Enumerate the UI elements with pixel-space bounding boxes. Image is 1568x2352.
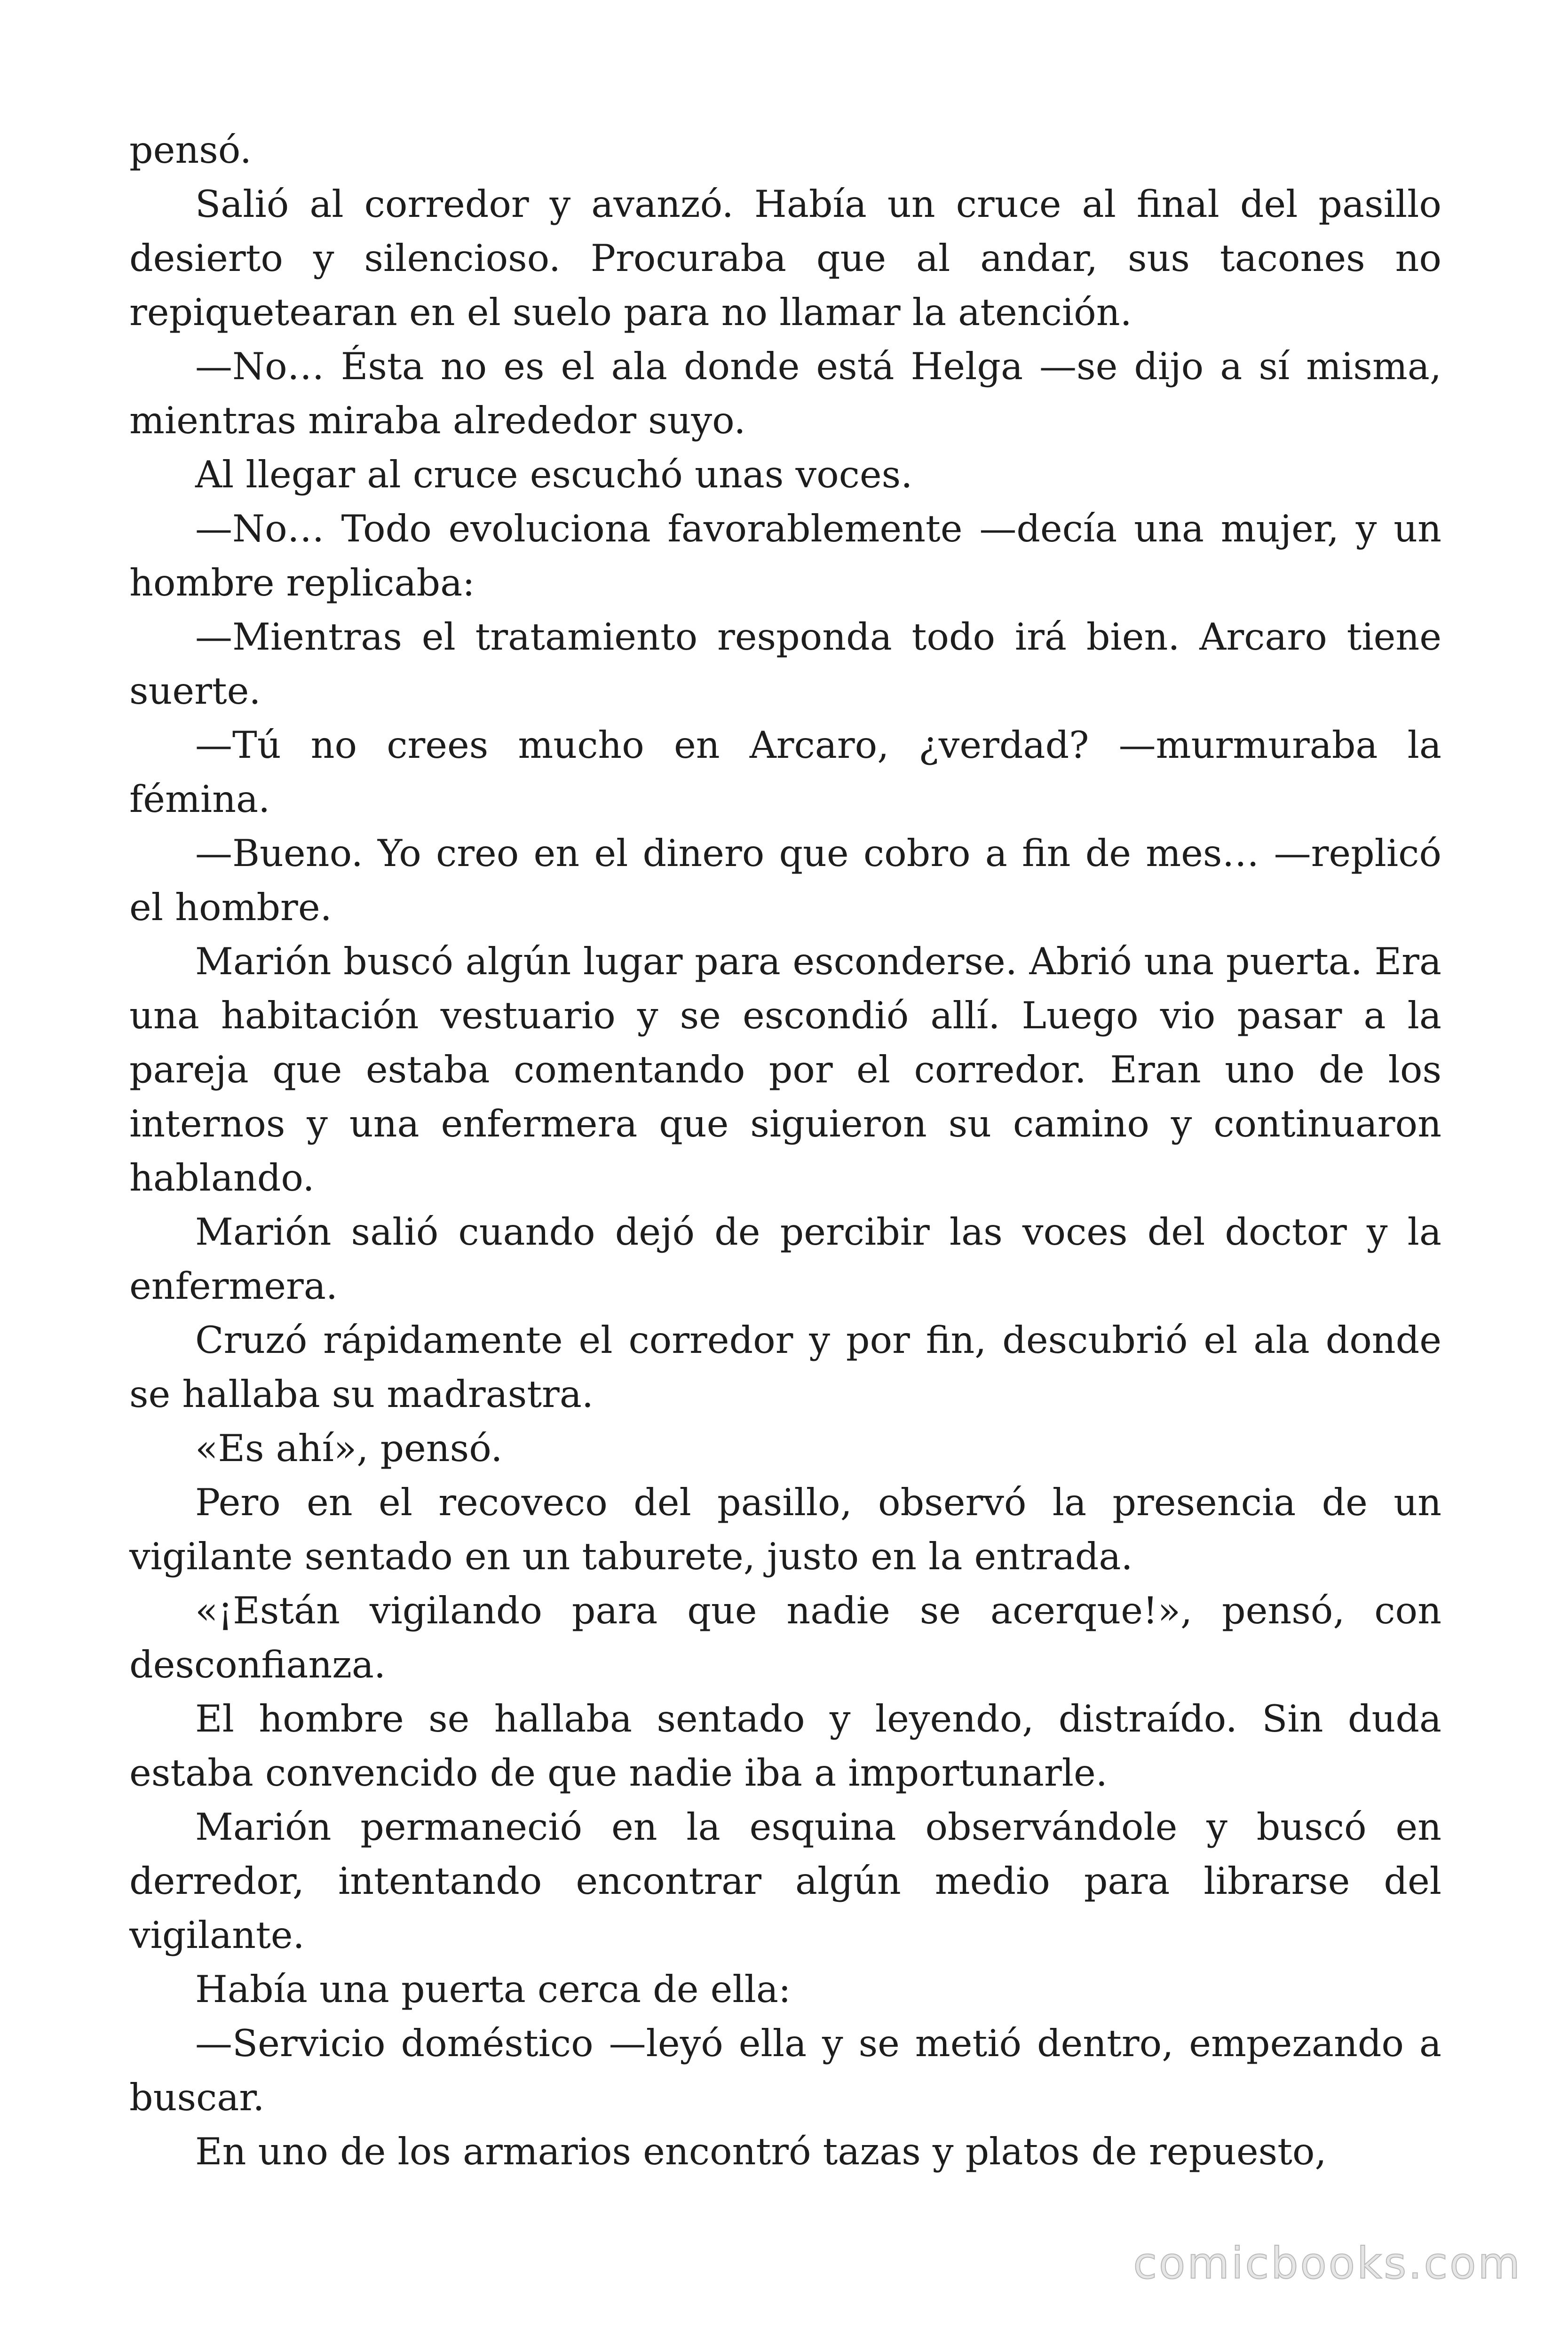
paragraph: «¡Están vigilando para que nadie se acerque!», pensó, con desconfianza. — [129, 1589, 1441, 1686]
paragraph: Había una puerta cerca de ella: — [195, 1968, 791, 2011]
paragraph: El hombre se hallaba sentado y leyendo, distraído. Sin duda estaba convencido de que nadie iba a importunarle. — [129, 1697, 1441, 1795]
paragraph: Marión salió cuando dejó de percibir las voces del doctor y la enfermera. — [129, 1210, 1441, 1308]
paragraph: «Es ahí», pensó. — [195, 1427, 503, 1470]
watermark-text: comicbooks.com — [1133, 2238, 1522, 2288]
paragraph: pensó. — [129, 128, 252, 172]
paragraph: —No… Todo evoluciona favorablemente —decía una mujer, y un hombre replicaba: — [129, 507, 1441, 604]
paragraph: —Servicio doméstico —leyó ella y se metió dentro, empezando a buscar. — [129, 2022, 1441, 2119]
paragraph: —Tú no crees mucho en Arcaro, ¿verdad? —murmuraba la fémina. — [129, 723, 1441, 821]
paragraph: —Bueno. Yo creo en el dinero que cobro a fin de mes… —replicó el hombre. — [129, 832, 1441, 929]
paragraph: Cruzó rápidamente el corredor y por fin, descubrió el ala donde se hallaba su madrastra. — [129, 1319, 1441, 1416]
paragraph: Marión permaneció en la esquina observándole y buscó en derredor, intentando encontrar algún medio para librarse del vigilante. — [129, 1805, 1441, 1957]
paragraph: En uno de los armarios encontró tazas y platos de repuesto, — [195, 2130, 1327, 2173]
paragraph: Marión buscó algún lugar para esconderse. Abrió una puerta. Era una habitación vestuario y se escondió allí. Luego vio pasar a la pareja que estaba comentando por el corredor. Eran uno de los internos y una enfermera que siguieron su camino y continuaron hablando. — [129, 940, 1441, 1200]
body-text — [129, 123, 1441, 2179]
paragraph: Al llegar al cruce escuchó unas voces. — [195, 453, 913, 496]
paragraph: —No… Ésta no es el ala donde está Helga —se dijo a sí misma, mientras miraba alrededor suyo. — [129, 345, 1441, 442]
paragraph: Pero en el recoveco del pasillo, observó la presencia de un vigilante sentado en un taburete, justo en la entrada. — [129, 1481, 1441, 1578]
paragraph: Salió al corredor y avanzó. Había un cruce al final del pasillo desierto y silencioso. Procuraba que al andar, sus tacones no repiquetearan en el suelo para no llamar la atención. — [129, 183, 1441, 334]
paragraph: —Mientras el tratamiento responda todo irá bien. Arcaro tiene suerte. — [129, 615, 1441, 713]
